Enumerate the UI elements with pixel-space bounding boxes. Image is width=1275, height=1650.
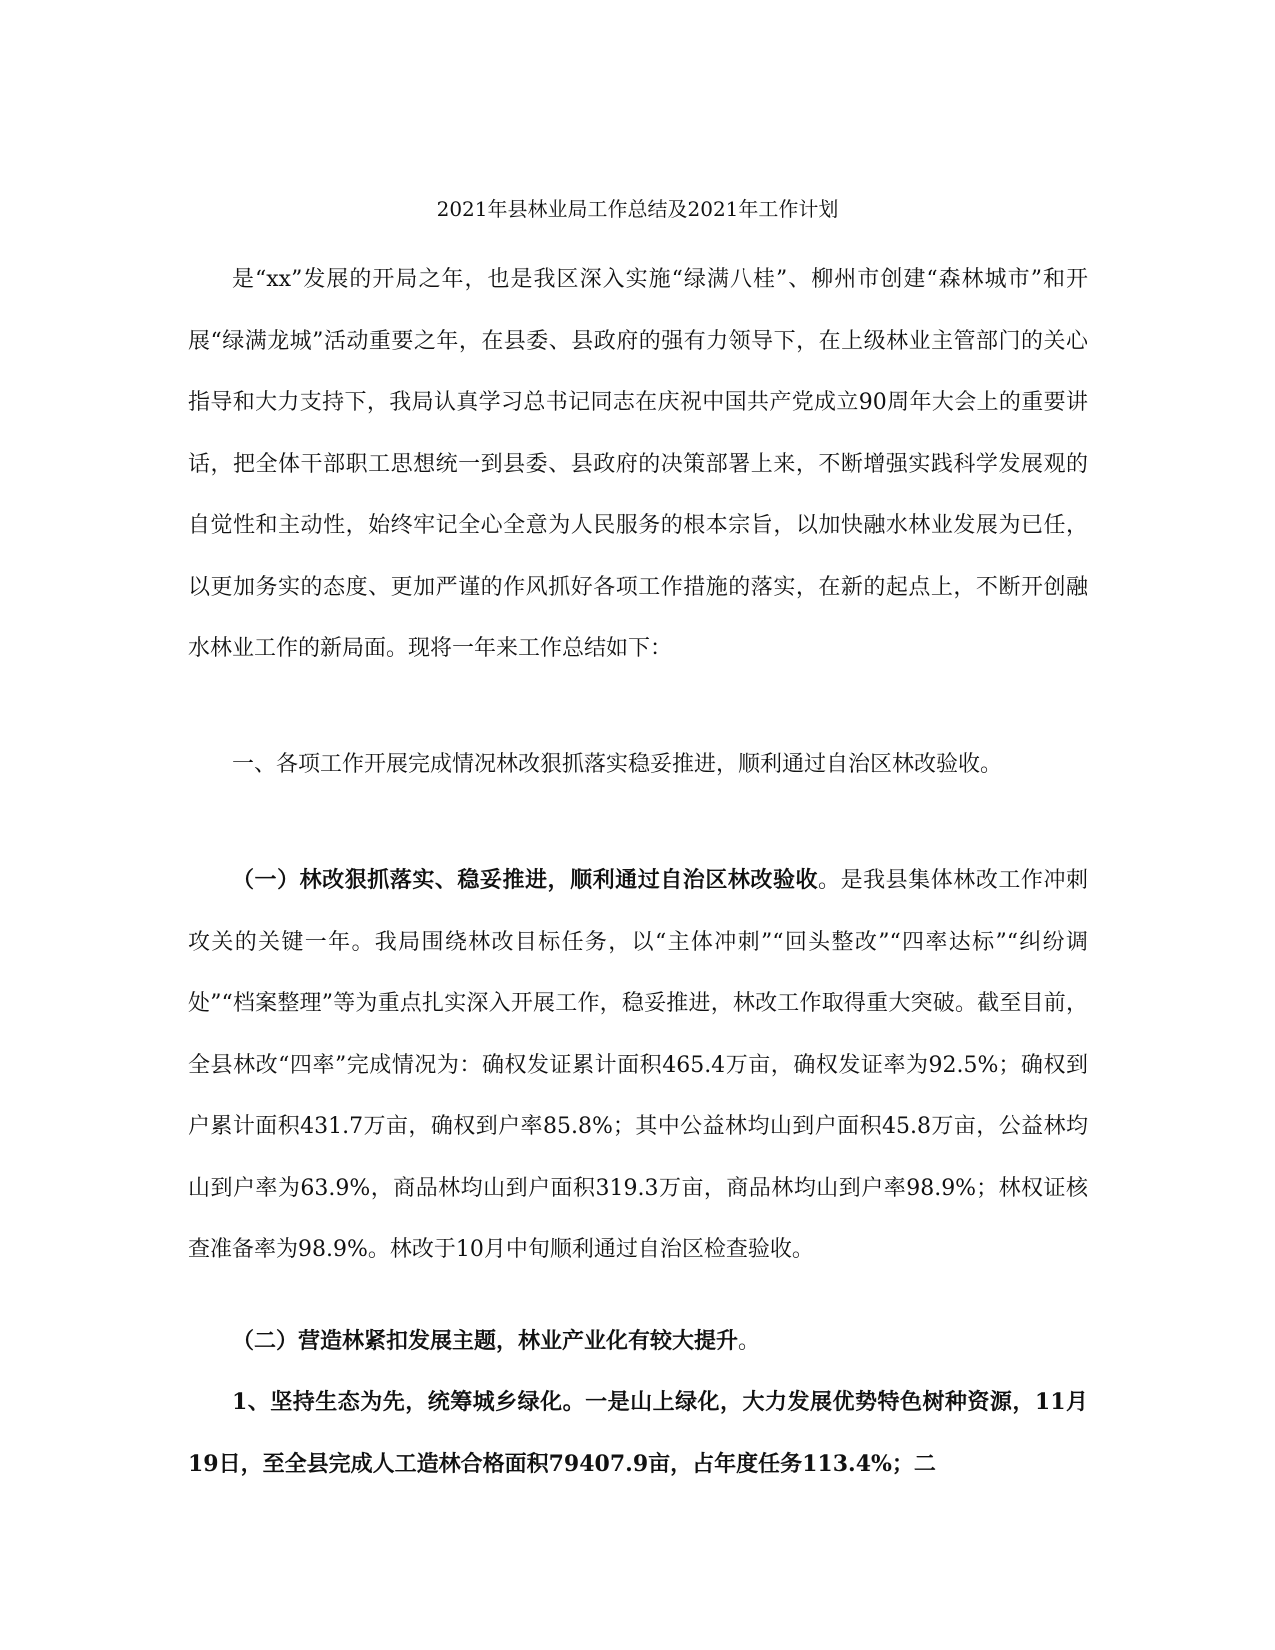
paragraph-subsection-2: [188, 1311, 1088, 1373]
paragraph-subsection-1: [188, 850, 1088, 1281]
paragraph-intro-text: 是“xx”发展的开局之年，也是我区深入实施“绿满八桂”、柳州市创建“森林城市”和开展“绿满龙城”活动重要之年，在县委、县政府的强有力领导下，在上级林业主管部门的关心指导和大力支持下，我局认真学习总书记同志在庆祝中国共产党成立90周年大会上的重要讲话，把全体干部职工思想统一到县委、县政府的决策部署上来，不断增强实践科学发展观的自觉性和主动性，始终牢记全心全意为人民服务的根本宗旨，以加快融水林业发展为已任，以更加务实的态度、更加严谨的作风抓好各项工作措施的落实，在新的起点上，不断开创融水林业工作的新局面。现将一年来工作总结如下：: [188, 267, 1088, 661]
paragraph-section-1: [188, 734, 1088, 796]
subsection-2-text: [188, 1311, 1088, 1373]
subsection-2-heading: （二）营造林紧扣发展主题，林业产业化有较大提升: [232, 1328, 739, 1354]
subsection-1-text: [188, 850, 1088, 1281]
section-1-heading: 一、各项工作开展完成情况林改狠抓落实稳妥推进，顺利通过自治区林改验收。: [232, 752, 1003, 777]
subsection-2-tail: 。: [738, 1329, 761, 1354]
subsection-1-body: 。是我县集体林改工作冲刺攻关的关键一年。我局围绕林改目标任务，以“主体冲刺”“回头整改”“四率达标”“纠纷调处”“档案整理”等为重点扎实深入开展工作，稳妥推进，林改工作取得重大突破。截至目前，全县林改“四率”完成情况为：确权发证累计面积465.4万亩，确权发证率为92.5%；确权到户累计面积431.7万亩，确权到户率85.8%；其中公益林均山到户面积45.8万亩，公益林均山到户率为63.9%，商品林均山到户面积319.3万亩，商品林均山到户率98.9%；林权证核查准备率为98.9%。林改于10月中旬顺利通过自治区检查验收。: [188, 868, 1088, 1262]
subsection-1-heading: （一）林改狠抓落实、稳妥推进，顺利通过自治区林改验收: [232, 867, 819, 893]
paragraph-item-1: [188, 1372, 1088, 1495]
item-1-text: 1、坚持生态为先，统筹城乡绿化。一是山上绿化，大力发展优势特色树种资源，11月19日，至全县完成人工造林合格面积79407.9亩，占年度任务113.4%；二: [188, 1389, 1088, 1477]
paragraph-intro: [188, 249, 1088, 680]
document-title: 2021年县林业局工作总结及2021年工作计划: [436, 197, 839, 221]
